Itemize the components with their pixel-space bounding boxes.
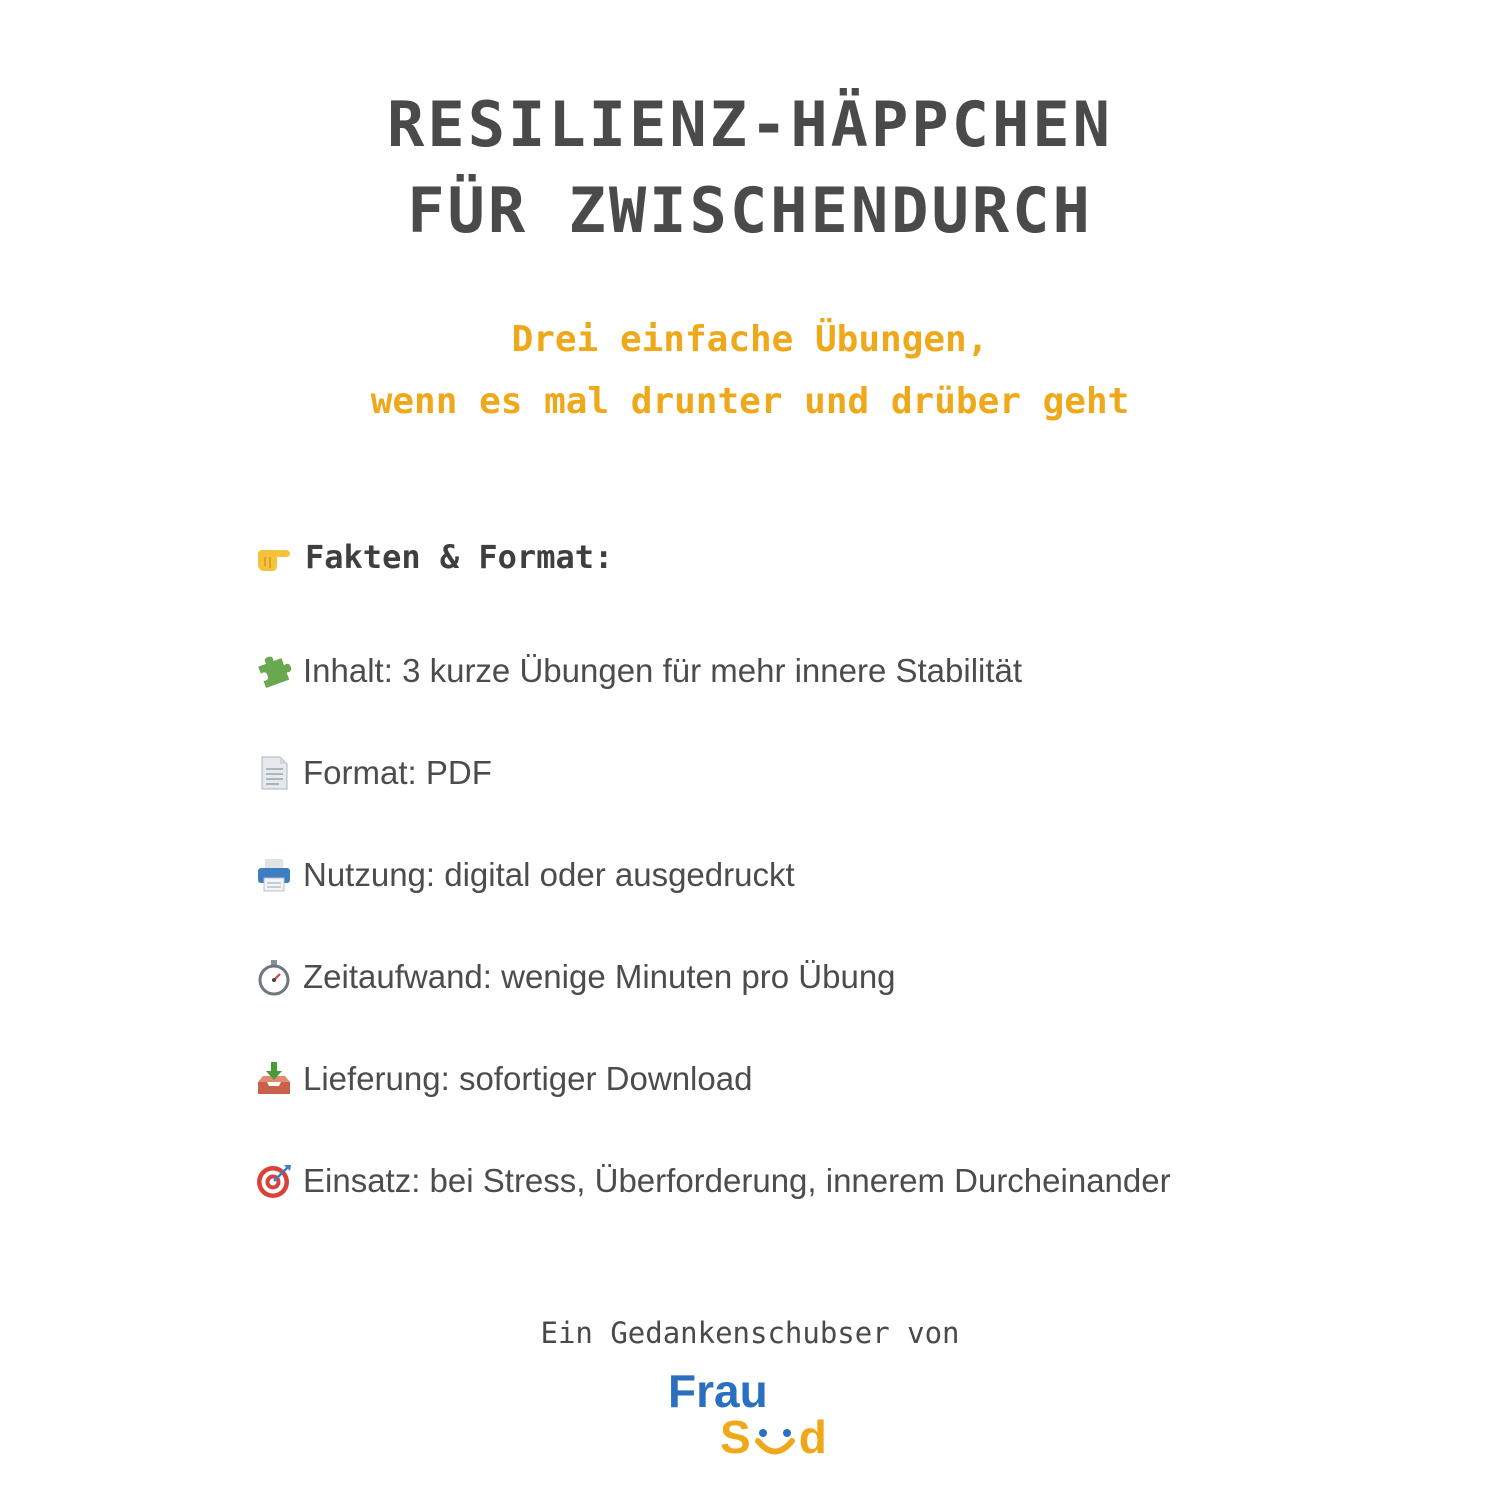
- fact-text: Format: PDF: [303, 754, 492, 791]
- fact-text: Nutzung: digital oder ausgedruckt: [303, 856, 795, 893]
- fact-text: Lieferung: sofortiger Download: [303, 1060, 753, 1097]
- fact-text: Inhalt: 3 kurze Übungen für mehr innere Stabilität: [303, 652, 1023, 689]
- inbox-download-icon: [255, 1060, 293, 1098]
- page-title: [0, 82, 1500, 254]
- facts-heading: [255, 538, 613, 576]
- subtitle-line-2: wenn es mal drunter und drüber geht: [370, 381, 1130, 422]
- logo-word-sued: [720, 1411, 827, 1463]
- document-icon: [255, 754, 293, 792]
- fraused-logo: [668, 1365, 838, 1468]
- logo-letter-s: S: [720, 1411, 751, 1463]
- subtitle: [0, 309, 1500, 433]
- logo-word-frau: Frau: [668, 1365, 768, 1417]
- facts-list: [255, 646, 1171, 1258]
- fact-text: Zeitaufwand: wenige Minuten pro Übung: [303, 958, 896, 995]
- fact-item-nutzung: [255, 850, 1171, 952]
- fact-item-einsatz: [255, 1156, 1171, 1258]
- puzzle-icon: [255, 652, 293, 690]
- fact-text: Einsatz: bei Stress, Überforderung, innerem Durcheinander: [303, 1162, 1171, 1199]
- logo-letter-d: d: [798, 1411, 827, 1463]
- stopwatch-icon: [255, 958, 293, 996]
- pointing-finger-icon: [255, 538, 293, 576]
- fact-item-format: [255, 748, 1171, 850]
- title-line-2: FÜR ZWISCHENDURCH: [407, 174, 1093, 247]
- printer-icon: [255, 856, 293, 894]
- title-line-1: RESILIENZ-HÄPPCHEN: [387, 88, 1113, 161]
- fact-item-inhalt: [255, 646, 1171, 748]
- facts-heading-label: Fakten & Format:: [305, 538, 614, 576]
- target-icon: [255, 1162, 293, 1200]
- fact-item-lieferung: [255, 1054, 1171, 1156]
- subtitle-line-1: Drei einfache Übungen,: [511, 319, 989, 360]
- fact-item-zeitaufwand: [255, 952, 1171, 1054]
- smile-icon: [753, 1420, 797, 1460]
- footer-byline: Ein Gedankenschubser von: [540, 1316, 960, 1350]
